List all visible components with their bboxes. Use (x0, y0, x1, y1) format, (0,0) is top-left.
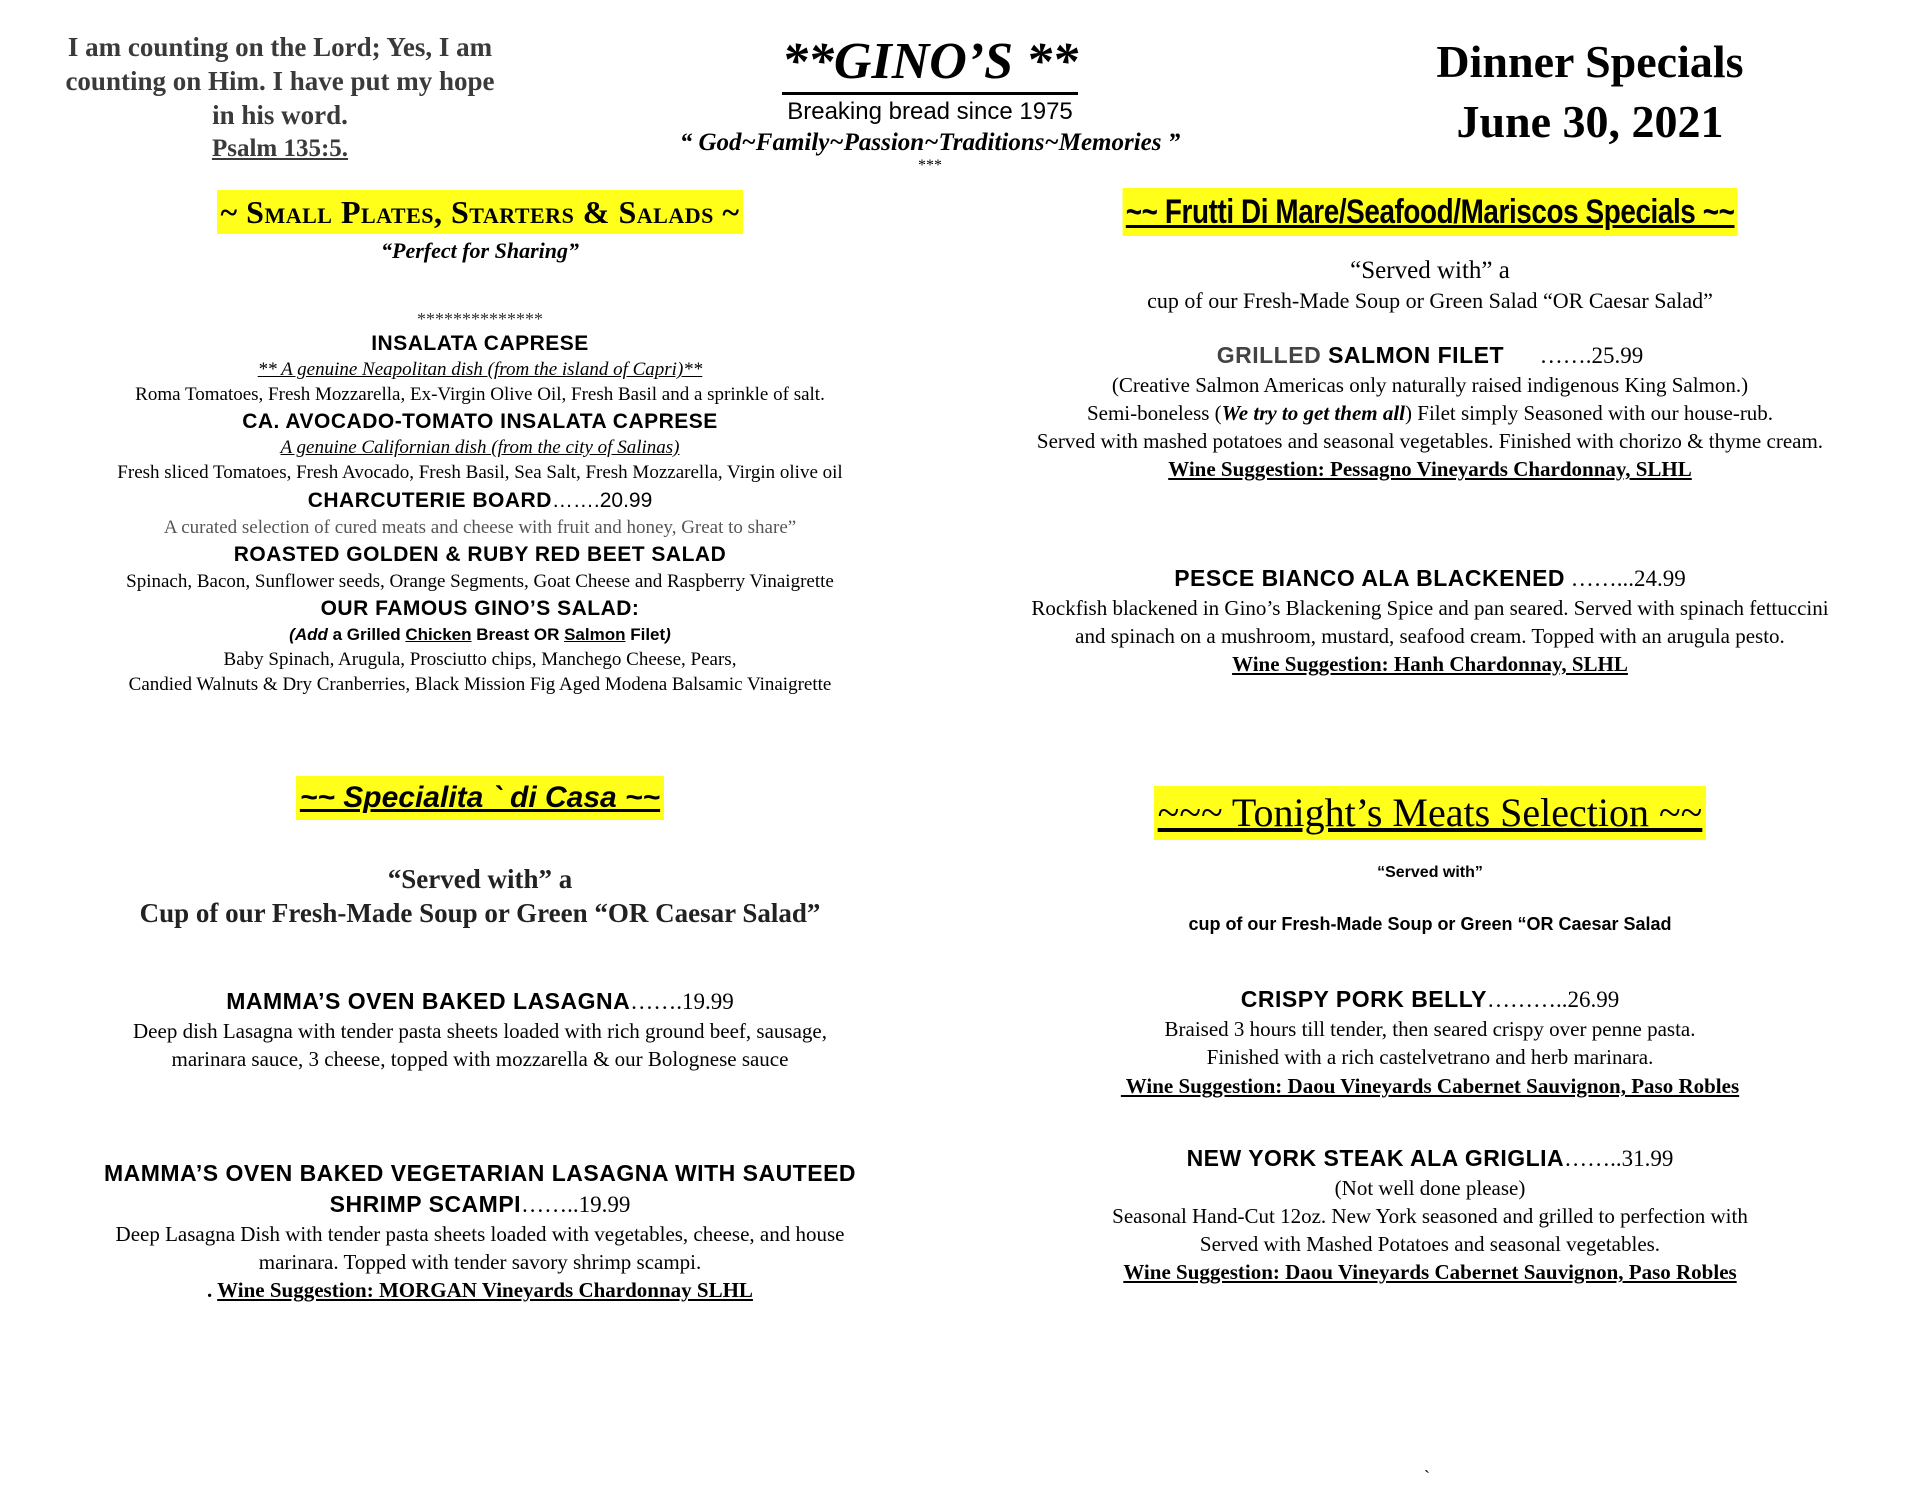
caprese-note: ** A genuine Neapolitan dish (from the island of Capri)** (257, 359, 703, 380)
small-plates-heading (30, 190, 930, 234)
steak-wine-suggestion: Wine Suggestion: Daou Vineyards Cabernet Sauvignon, Paso Robles (1123, 1260, 1737, 1284)
steak-title-row (960, 1143, 1900, 1174)
ginos-salad-desc-line: Candied Walnuts & Dry Cranberries, Black Mission Fig Aged Modena Balsamic Vinaigrette (128, 674, 832, 695)
small-plates-divider: ************** (417, 309, 543, 329)
meats-served-sides: cup of our Fresh-Made Soup or Green “OR Caesar Salad (1188, 914, 1672, 934)
charcuterie-name: CHARCUTERIE BOARD (307, 489, 552, 512)
salmon-price: …….25.99 (1539, 343, 1644, 368)
restaurant-header (600, 32, 1260, 174)
charcuterie-price: …….20.99 (551, 489, 653, 512)
addon-salmon: Salmon (564, 625, 626, 644)
specials-date: June 30, 2021 (1456, 96, 1724, 147)
veg-lasagna-description (30, 1220, 930, 1276)
specialita-heading-text (296, 776, 664, 820)
ginos-salad-desc-line: Baby Spinach, Arugula, Prosciutto chips, Manchego Cheese, Pears, (223, 649, 737, 670)
charcuterie-title-row (30, 486, 930, 515)
pork-belly-price: ………..26.99 (1486, 987, 1620, 1012)
specials-title: Dinner Specials (1436, 36, 1744, 87)
lasagna-desc-line: Deep dish Lasagna with tender pasta sheets loaded with rich ground beef, sausage, (133, 1019, 827, 1043)
meats-served-with: “Served with” (1377, 864, 1483, 881)
tagline: Breaking bread since 1975 (787, 98, 1073, 125)
veg-lasagna-desc-line: Deep Lasagna Dish with tender pasta sheets loaded with vegetables, cheese, and house (115, 1222, 845, 1246)
specialita-served-with: “Served with” a (387, 864, 573, 894)
seafood-heading-text: ~~ Frutti Di Mare/Seafood/Mariscos Specials ~~ (1122, 188, 1737, 236)
pesce-price: ……...24.99 (1565, 566, 1686, 591)
ginos-salad-description (30, 647, 930, 697)
salmon-desc-line (960, 399, 1900, 427)
pesce-wine-suggestion: Wine Suggestion: Hanh Chardonnay, SLHL (1232, 652, 1628, 676)
specials-header (1390, 32, 1790, 152)
lasagna-price: …….19.99 (630, 989, 734, 1014)
small-plates-subheading: “Perfect for Sharing” (381, 238, 579, 263)
veg-lasagna-wine-row (30, 1276, 930, 1304)
meats-heading (960, 786, 1900, 840)
seafood-served-sides: cup of our Fresh-Made Soup or Green Salad “OR Caesar Salad” (1147, 288, 1713, 313)
verse-line: I am counting on the Lord; Yes, I am (67, 32, 493, 62)
salmon-desc-line: (Creative Salmon Americas only naturally raised indigenous King Salmon.) (1111, 373, 1749, 397)
salmon-name: SALMON FILET (1321, 342, 1505, 368)
beet-salad-name: ROASTED GOLDEN & RUBY RED BEET SALAD (233, 543, 727, 566)
pork-belly-name: CRISPY PORK BELLY (1240, 986, 1487, 1012)
pork-belly-description (960, 1015, 1900, 1071)
veg-lasagna-price: ……..19.99 (521, 1192, 631, 1217)
veg-lasagna-name: MAMMA’S OVEN BAKED VEGETARIAN LASAGNA WITH SAUTEED (103, 1160, 857, 1186)
pork-belly-desc-line: Braised 3 hours till tender, then seared crispy over penne pasta. (1164, 1017, 1696, 1041)
lasagna-title-row (30, 986, 930, 1017)
avocado-caprese-name: CA. AVOCADO-TOMATO INSALATA CAPRESE (242, 410, 718, 433)
meats-heading-text: ~~~ Tonight’s Meats Selection ~~ (1154, 786, 1707, 840)
addon-close: ) (665, 625, 671, 644)
veg-lasagna-wine-prefix: . (207, 1278, 218, 1302)
specialita-heading-label: ~~ Specialita ` di Casa ~~ (299, 781, 661, 814)
pork-belly-desc-line: Finished with a rich castelvetrano and herb marinara. (1206, 1045, 1654, 1069)
charcuterie-description: A curated selection of cured meats and cheese with fruit and honey, Great to share” (163, 517, 797, 538)
veg-lasagna-name-cont: SHRIMP SCAMPI (329, 1191, 522, 1217)
specialita-served-sides: Cup of our Fresh-Made Soup or Green “OR Caesar Salad” (139, 898, 821, 928)
seafood-section (960, 188, 1900, 678)
salmon-desc-part: Semi-boneless ( (1086, 401, 1222, 425)
veg-lasagna-wine-suggestion: Wine Suggestion: MORGAN Vineyards Chardonnay SLHL (217, 1278, 753, 1302)
header-divider-stars: *** (918, 157, 942, 174)
steak-name: NEW YORK STEAK ALA GRIGLIA (1186, 1145, 1565, 1171)
steak-desc-line: (Not well done please) (1334, 1176, 1526, 1200)
pesce-desc-line: and spinach on a mushroom, mustard, seafood cream. Topped with an arugula pesto. (1075, 624, 1785, 648)
addon-chicken: Chicken (405, 625, 472, 644)
verse-line: counting on Him. I have put my hope (65, 66, 495, 96)
seafood-served-with: “Served with” a (1350, 257, 1510, 284)
salmon-description (960, 371, 1900, 455)
steak-price: ……..31.99 (1564, 1146, 1674, 1171)
salmon-wine-suggestion: Wine Suggestion: Pessagno Vineyards Chardonnay, SLHL (1168, 457, 1692, 481)
salmon-desc-part: ) Filet simply Seasoned with our house-rub. (1405, 401, 1774, 425)
small-plates-heading-text: ~ Small Plates, Starters & Salads ~ (217, 190, 744, 234)
lasagna-description (30, 1017, 930, 1073)
salmon-name-grilled: GRILLED (1216, 342, 1322, 368)
steak-description (960, 1174, 1900, 1258)
specialita-heading (30, 776, 930, 820)
steak-desc-line: Seasonal Hand-Cut 12oz. New York seasoned and grilled to perfection with (1112, 1204, 1748, 1228)
footer-mark: ` (1424, 1467, 1430, 1487)
lasagna-desc-line: marinara sauce, 3 cheese, topped with mozzarella & our Bolognese sauce (171, 1047, 789, 1071)
pesce-description (960, 594, 1900, 650)
restaurant-name-text: **GINO’S ** (782, 33, 1078, 95)
pesce-name: PESCE BIANCO ALA BLACKENED (1174, 565, 1566, 591)
salmon-title-row (960, 340, 1900, 371)
salmon-desc-line: Served with mashed potatoes and seasonal vegetables. Finished with chorizo & thyme cream. (1036, 429, 1824, 453)
lasagna-name: MAMMA’S OVEN BAKED LASAGNA (226, 988, 631, 1014)
avocado-caprese-note: A genuine Californian dish (from the city of Salinas) (280, 437, 680, 458)
scripture-verse (60, 30, 500, 166)
motto: “ God~Family~Passion~Traditions~Memories ” (679, 129, 1181, 156)
beet-salad-description: Spinach, Bacon, Sunflower seeds, Orange Segments, Goat Cheese and Raspberry Vinaigrette (126, 571, 834, 592)
verse-reference: Psalm 135:5. (211, 135, 349, 162)
small-plates-section (30, 190, 930, 697)
caprese-description: Roma Tomatoes, Fresh Mozzarella, Ex-Virgin Olive Oil, Fresh Basil and a sprinkle of salt. (135, 384, 825, 405)
verse-line: in his word. (212, 100, 348, 130)
ginos-salad-addon (30, 623, 930, 647)
meats-section (960, 786, 1900, 1286)
addon-a: a Grilled (327, 625, 406, 644)
veg-lasagna-title-row (30, 1189, 930, 1220)
veg-lasagna-desc-line: marinara. Topped with tender savory shrimp scampi. (258, 1250, 702, 1274)
ginos-salad-name: OUR FAMOUS GINO’S SALAD: (320, 597, 640, 620)
specialita-section (30, 776, 930, 1304)
seafood-heading (960, 188, 1900, 236)
restaurant-name (600, 32, 1260, 92)
pork-belly-wine-suggestion: Wine Suggestion: Daou Vineyards Cabernet Sauvignon, Paso Robles (1120, 1074, 1740, 1098)
avocado-caprese-description: Fresh sliced Tomatoes, Fresh Avocado, Fresh Basil, Sea Salt, Fresh Mozzarella, Virgin olive oil (117, 462, 843, 483)
pesce-title-row (960, 563, 1900, 594)
salmon-desc-emphasis: We try to get them all (1221, 401, 1406, 425)
steak-desc-line: Served with Mashed Potatoes and seasonal vegetables. (1199, 1232, 1661, 1256)
caprese-name: INSALATA CAPRESE (371, 332, 589, 355)
pesce-desc-line: Rockfish blackened in Gino’s Blackening Spice and pan seared. Served with spinach fettuccini (1031, 596, 1829, 620)
addon-mid: Breast OR (471, 625, 565, 644)
addon-open: (Add (289, 625, 328, 644)
pork-belly-title-row (960, 984, 1900, 1015)
addon-filet: Filet (625, 625, 666, 644)
